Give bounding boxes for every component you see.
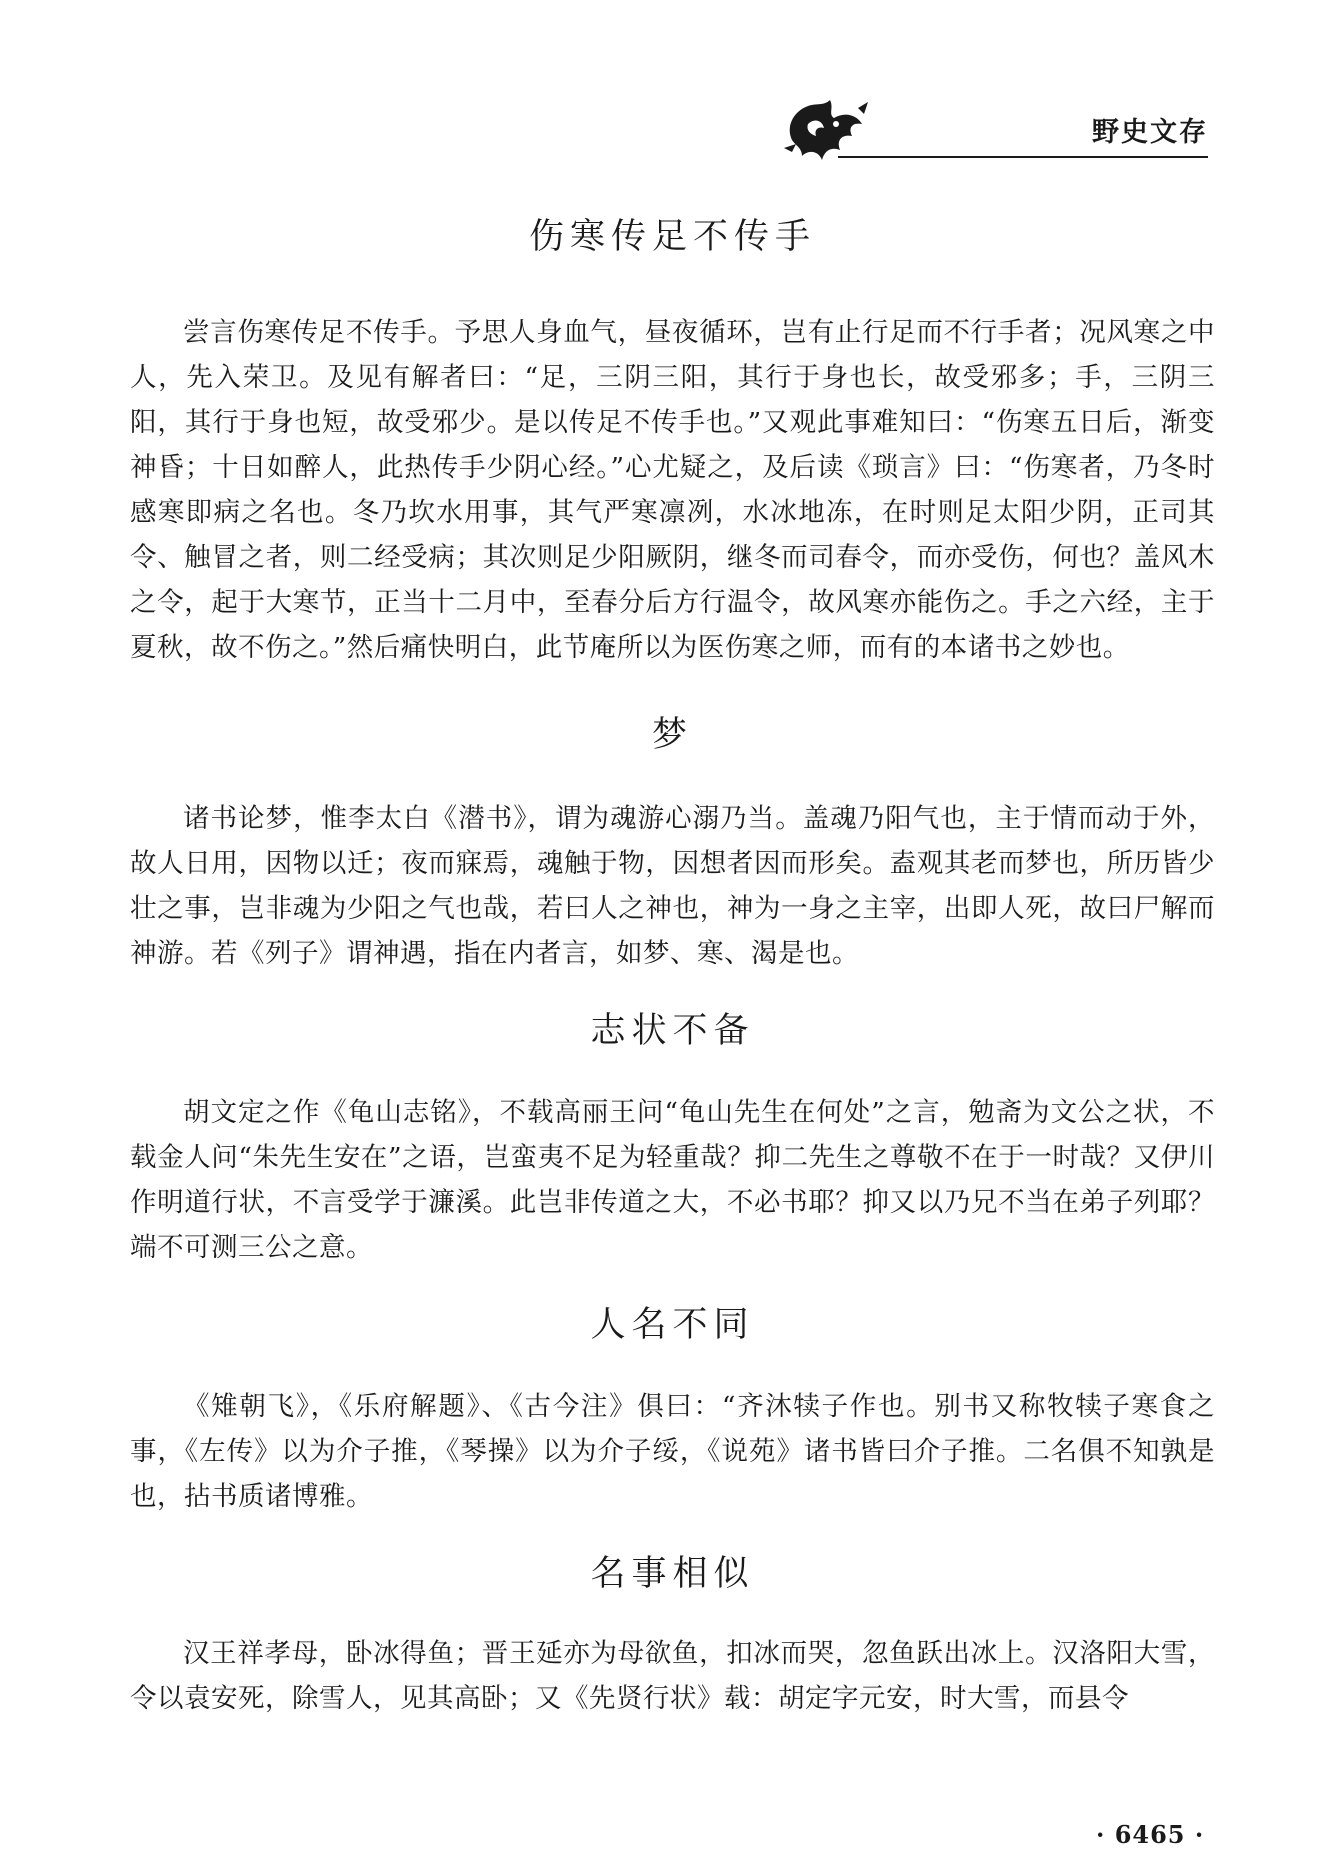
page-number: · 6465 ·: [1096, 1820, 1205, 1849]
section-paragraph: 诸书论梦，惟李太白《潜书》，谓为魂游心溺乃当。盖魂乃阳气也，主于情而动于外，故人日用，因物以迁；夜而寐焉，魂触于物，因想者因而形矣。盍观其老而梦也，所历皆少壮之事，岂非魂为少阳之气也哉，若曰人之神也，神为一身之主宰，出即人死，故曰尸解而神游。若《列子》谓神遇，指在内者言，如梦、寒、渴是也。: [130, 803, 1215, 969]
dragon-emblem-icon: [778, 88, 874, 166]
section-paragraph: 胡文定之作《龟山志铭》，不载高丽王问“龟山先生在何处”之言，勉斋为文公之状，不载金人问“朱先生安在”之语，岂蛮夷不足为轻重哉？抑二先生之尊敬不在于一时哉？又伊川作明道行状，不言受学于濂溪。此岂非传道之大，不必书耶？抑又以乃兄不当在弟子列耶？端不可测三公之意。: [130, 1097, 1215, 1263]
section-title: 人名不同: [590, 1305, 755, 1345]
section-title: 伤寒传足不传手: [528, 217, 816, 257]
section-paragraph: 《雉朝飞》，《乐府解题》、《古今注》俱曰：“齐沐犊子作也。别书又称牧犊子寒食之事，《左传》以为介子推，《琴操》以为介子绥，《说苑》诸书皆曰介子推。二名俱不知孰是也，拈书质诸博雅。: [130, 1391, 1215, 1512]
header-rule: [838, 156, 1208, 158]
section-paragraph: 汉王祥孝母，卧冰得鱼；晋王延亦为母欲鱼，扣冰而哭，忽鱼跃出冰上。汉洛阳大雪，令以袁安死，除雪人，见其高卧；又《先贤行状》载：胡定字元安，时大雪，而县令: [130, 1638, 1215, 1714]
section-title: 名事相似: [590, 1554, 755, 1594]
text-body: [130, 212, 1215, 1721]
section-paragraph: 尝言伤寒传足不传手。予思人身血气，昼夜循环，岂有止行足而不行手者；况风寒之中人，先入荣卫。及见有解者曰：“足，三阴三阳，其行于身也长，故受邪多；手，三阴三阳，其行于身也短，故受邪少。是以传足不传手也。”又观此事难知曰：“伤寒五日后，渐变神昏；十日如醉人，此热传手少阴心经。”心尤疑之，及后读《琐言》曰：“伤寒者，乃冬时感寒即病之名也。冬乃坎水用事，其气严寒凛冽，水冰地冻，在时则足太阳少阴，正司其令、触冒之者，则二经受病；其次则足少阳厥阴，继冬而司春令，而亦受伤，何也？盖风木之令，起于大寒节，正当十二月中，至春分后方行温令，故风寒亦能伤之。手之六经，主于夏秋，故不伤之。”然后痛快明白，此节庵所以为医伤寒之师，而有的本诸书之妙也。: [130, 317, 1215, 663]
series-title: 野史文存: [1092, 117, 1208, 148]
section-title: 梦: [651, 715, 693, 755]
running-header: [778, 88, 1208, 168]
section-title: 志状不备: [590, 1011, 755, 1051]
